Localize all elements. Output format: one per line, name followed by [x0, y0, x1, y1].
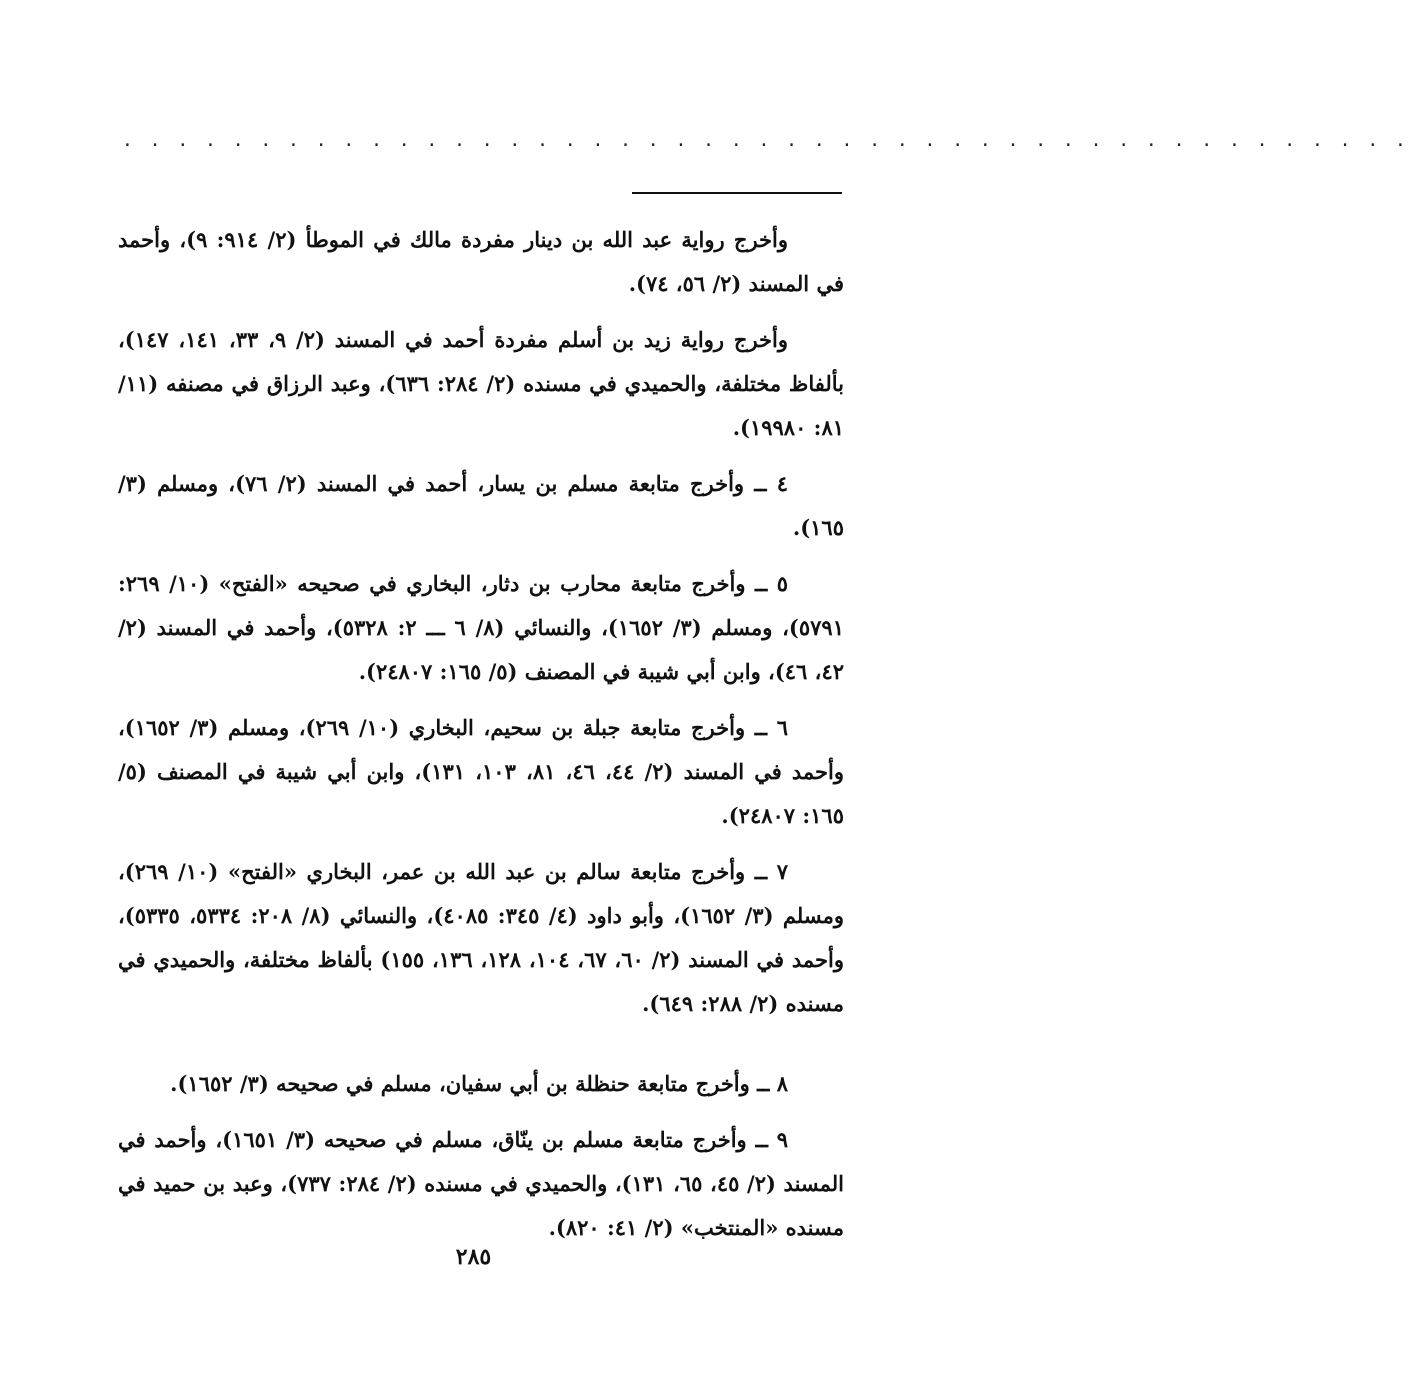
footnote-body [118, 218, 844, 1262]
paragraph-item-9: ٩ ــ وأخرج متابعة مسلم بن ينّاق، مسلم في صحيحه (٣/ ١٦٥١)، وأحمد في المسند (٢/ ٤٥، ٦٥، ١٣١)، والحميدي في مسنده (٢/ ٢٨٤: ٧٣٧)، وعبد بن حميد في مسنده «المنتخب» (٢/ ٤١: ٨٢٠). [118, 1127, 845, 1240]
page-number: ٢٨٥ [455, 1244, 492, 1270]
paragraph-item-4: ٤ ــ وأخرج متابعة مسلم بن يسار، أحمد في المسند (٢/ ٧٦)، ومسلم (٣/ ١٦٥). [118, 471, 844, 540]
paragraph-item-7: ٧ ــ وأخرج متابعة سالم بن عبد الله بن عمر، البخاري «الفتح» (١٠/ ٢٦٩)، ومسلم (٣/ ١٦٥٢)، وأبو داود (٤/ ٣٤٥: ٤٠٨٥)، والنسائي (٨/ ٢٠٨: ٥٣٣٤، ٥٣٣٥)، وأحمد في المسند (٢/ ٦٠، ٦٧، ١٠٤، ١٢٨، ١٣٦، ١٥٥) بألفاظ مختلفة، والحميدي في مسنده (٢/ ٢٨٨: ٦٤٩). [118, 859, 844, 1016]
paragraph-item-8: ٨ ــ وأخرج متابعة حنظلة بن أبي سفيان، مسلم في صحيحه (٣/ ١٦٥٢). [170, 1071, 788, 1096]
dotted-separator: . . . . . . . . . . . . . . . . . . . . . . . . . . . . . . . . . . . . . . . . . . . . . . . [122, 130, 1409, 151]
paragraph-zaid-bin-aslam: وأخرج رواية زيد بن أسلم مفردة أحمد في المسند (٢/ ٩، ٣٣، ١٤١، ١٤٧)، بألفاظ مختلفة، والحميدي في مسنده (٢/ ٢٨٤: ٦٣٦)، وعبد الرزاق في مصنفه (١١/ ٨١: ١٩٩٨٠). [118, 327, 844, 440]
footnote-rule [632, 192, 842, 194]
paragraph-abdullah-bin-dinar: وأخرج رواية عبد الله بن دينار مفردة مالك في الموطأ (٢/ ٩١٤: ٩)، وأحمد في المسند (٢/ ٥٦، ٧٤). [118, 227, 844, 296]
paragraph-item-5: ٥ ــ وأخرج متابعة محارب بن دثار، البخاري في صحيحه «الفتح» (١٠/ ٢٦٩: ٥٧٩١)، ومسلم (٣/ ١٦٥٢)، والنسائي (٨/ ٦ ـــ ٢: ٥٣٢٨)، وأحمد في المسند (٢/ ٤٢، ٤٦)، وابن أبي شيبة في المصنف (٥/ ١٦٥: ٢٤٨٠٧). [118, 571, 844, 684]
paragraph-item-6: ٦ ــ وأخرج متابعة جبلة بن سحيم، البخاري (١٠/ ٢٦٩)، ومسلم (٣/ ١٦٥٢)، وأحمد في المسند (٢/ ٤٤، ٤٦، ٨١، ١٠٣، ١٣١)، وابن أبي شيبة في المصنف (٥/ ١٦٥: ٢٤٨٠٧). [118, 715, 845, 828]
